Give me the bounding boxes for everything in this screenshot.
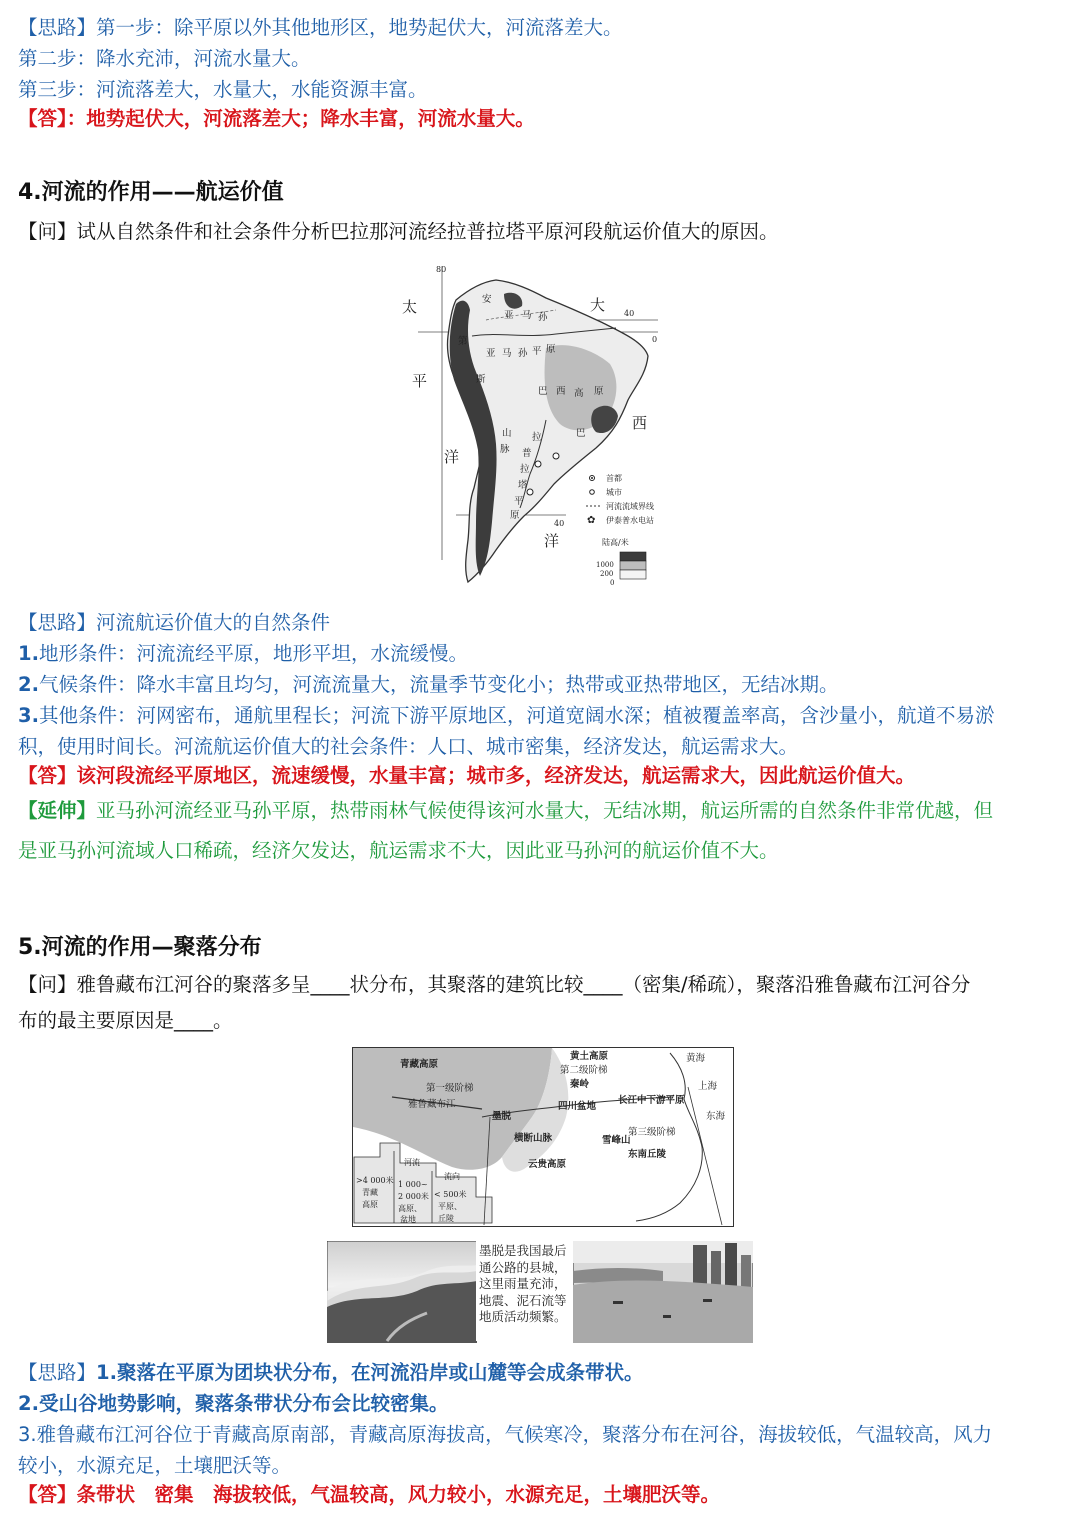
profile-river: 河流 — [404, 1158, 420, 1167]
profile-qz: 青藏 — [362, 1188, 378, 1197]
region-char: 巴 — [576, 428, 586, 439]
motuo-valley-photo — [327, 1241, 477, 1343]
point-number: 3. — [18, 704, 39, 727]
profile-500: < 500米 — [434, 1190, 467, 1199]
sec5-silu-line2: 2.受山谷地势影响，聚落条带状分布会比较密集。 — [18, 1392, 449, 1415]
label-donghai: 东海 — [706, 1111, 726, 1122]
city-marker — [535, 461, 541, 467]
sec3-silu-line3: 第三步：河流落差大，水量大，水能资源丰富。 — [18, 78, 428, 101]
sec4-point3 — [18, 701, 1058, 731]
label-yangtze-plain: 长江中下游平原 — [618, 1095, 685, 1106]
legend-city-symbol — [590, 490, 595, 495]
map-label-40-top: 40 — [624, 309, 635, 318]
region-char: 亚 — [486, 348, 496, 359]
region-char: 斯 — [476, 374, 486, 385]
legend-elev-title: 陆高/米 — [602, 538, 629, 547]
map-label-tai: 太 — [402, 298, 418, 316]
label-huangtu: 黄土高原 — [570, 1051, 609, 1062]
label-step3: 第三级阶梯 — [628, 1127, 676, 1138]
region-char: 西 — [556, 386, 566, 397]
map-legend — [586, 473, 654, 587]
silu-text: 1.聚落在平原为团块状分布，在河流沿岸或山麓等会成条带状。 — [96, 1361, 644, 1384]
point-number: 2. — [18, 673, 39, 696]
sec5-silu-line3-cont: 较小，水源充足，土壤肥沃等。 — [18, 1454, 292, 1477]
map-label-0: 0 — [652, 335, 658, 344]
sec5-silu-line3: 3.雅鲁藏布江河谷位于青藏高原南部，青藏高原海拔高，气候寒冷，聚落分布在河谷，海拔较低，气温较高，风力 — [18, 1423, 993, 1446]
legend-elev-0: 0 — [610, 579, 615, 587]
sec4-point1 — [18, 639, 1058, 669]
map-label-xi: 西 — [632, 414, 648, 432]
photo-building — [725, 1243, 737, 1287]
sec3-answer: 【答】：地势起伏大，河流落差大；降水丰富，河流水量大。 — [18, 107, 535, 130]
label-huanghai: 黄海 — [686, 1053, 706, 1064]
legend-elev-200: 200 — [600, 570, 614, 578]
sec3-silu-line2: 第二步：降水充沛，河流水量大。 — [18, 47, 311, 70]
sec5-title: 5.河流的作用—聚落分布 — [18, 935, 262, 960]
label-qinling: 秦岭 — [570, 1079, 590, 1090]
region-char: 原 — [546, 344, 556, 355]
legend-capital-dot — [591, 477, 593, 479]
profile-gaoyuan: 高原、 — [398, 1204, 422, 1213]
profile-pingyuan: 平原、 — [438, 1202, 462, 1211]
label-step1: 第一级阶梯 — [426, 1083, 474, 1094]
label-sichuan: 四川盆地 — [558, 1101, 597, 1112]
map-label-ping: 平 — [412, 372, 428, 390]
sec5-silu-line1 — [18, 1358, 1058, 1388]
silu-tag: 【思路】 — [18, 1361, 97, 1384]
region-char: 原 — [594, 386, 604, 397]
profile-gy: 高原 — [362, 1200, 378, 1209]
label-qingzang: 青藏高原 — [400, 1059, 439, 1070]
point-text: 其他条件：河网密布，通航里程长；河流下游平原地区，河道宽阔水深；植被覆盖率高，含沙量小，航道不易淤 — [38, 704, 995, 727]
profile-flow: 流向 — [444, 1172, 460, 1181]
sec4-silu: 【思路】河流航运价值大的自然条件 — [18, 611, 331, 634]
photo-building — [741, 1255, 751, 1287]
region-char: 塔 — [518, 480, 528, 491]
motuo-caption: 墨脱是我国最后通公路的县城，这里雨量充沛，地震、泥石流等地质活动频繁。 — [476, 1241, 570, 1341]
photo-river — [573, 1281, 753, 1343]
region-char: 亚 — [504, 310, 514, 321]
silu-text: 第一步：除平原以外其他地形区，地势起伏大，河流落差大。 — [96, 16, 623, 39]
region-char: 孙 — [538, 312, 548, 323]
extension-text: 亚马孙河流经亚马孙平原，热带雨林气候使得该河水量大，无结冰期，航运所需的自然条件非常优越，但 — [96, 799, 994, 822]
region-char: 平 — [514, 496, 524, 507]
photo-building — [711, 1251, 721, 1285]
sec4-point3-cont: 积，使用时间长。河流航运价值大的社会条件：人口、城市密集，经济发达，航运需求大。 — [18, 735, 799, 758]
profile-1000: 1 000~ — [398, 1180, 428, 1189]
region-char: 平 — [532, 346, 542, 357]
region-char: 拉 — [532, 432, 542, 443]
photo-boat — [703, 1299, 712, 1302]
label-xuefeng: 雪峰山 — [602, 1135, 631, 1146]
legend-boundary: 河流流域界线 — [606, 502, 654, 511]
map-label-yang-left: 洋 — [444, 448, 460, 466]
shanghai-river-photo — [573, 1241, 753, 1343]
map-label-yang-right: 洋 — [544, 532, 560, 550]
map-label-da: 大 — [590, 296, 606, 314]
label-shanghai: 上海 — [698, 1081, 718, 1092]
region-char: 山 — [502, 428, 512, 439]
photo-boat — [663, 1315, 671, 1318]
legend-elev-high — [620, 552, 646, 561]
label-motuo: 墨脱 — [492, 1111, 512, 1122]
label-dongnan: 东南丘陵 — [628, 1149, 667, 1160]
photo-building — [693, 1245, 707, 1285]
region-char: 巴 — [538, 386, 548, 397]
profile-2000: 2 000米 — [398, 1192, 429, 1201]
legend-elev-1000: 1000 — [596, 561, 614, 569]
legend-capital: 首都 — [606, 474, 622, 483]
region-char: 脉 — [500, 444, 510, 455]
sec4-answer: 【答】该河段流经平原地区，流速缓慢，水量丰富；城市多，经济发达，航运需求大，因此航运价值大。 — [18, 764, 916, 787]
capital-marker — [527, 489, 533, 495]
map-label-40-bottom: 40 — [554, 519, 565, 528]
label-yungui: 云贵高原 — [528, 1159, 567, 1170]
point-text: 气候条件：降水丰富且均匀，河流流量大，流量季节变化小；热带或亚热带地区，无结冰期。 — [38, 673, 839, 696]
label-yarlung: 雅鲁藏布江 — [408, 1099, 456, 1110]
point-text: 地形条件：河流流经平原，地形平坦，水流缓慢。 — [38, 642, 468, 665]
sec4-extension — [18, 796, 1058, 826]
extension-tag: 【延伸】 — [18, 799, 97, 822]
region-char: 马 — [502, 348, 512, 359]
profile-pendi: 盆地 — [400, 1215, 416, 1224]
photo-boat — [613, 1301, 623, 1304]
profile-qiuling: 丘陵 — [438, 1214, 454, 1223]
sec4-title: 4.河流的作用——航运价值 — [18, 180, 284, 205]
region-char: 拉 — [520, 464, 530, 475]
sec4-question: 【问】试从自然条件和社会条件分析巴拉那河流经拉普拉塔平原河段航运价值大的原因。 — [18, 220, 779, 243]
sec5-question-cont: 布的最主要原因是____。 — [18, 1009, 233, 1032]
china-terrain-map — [352, 1047, 734, 1227]
map-label-80: 80 — [436, 265, 447, 274]
profile-4000: >4 000米 — [356, 1176, 394, 1185]
point-number: 1. — [18, 642, 39, 665]
silu-tag: 【思路】 — [18, 16, 97, 39]
city-marker — [553, 453, 559, 459]
sec3-silu-line1 — [18, 13, 1058, 43]
label-hengduan: 横断山脉 — [514, 1133, 553, 1144]
sec5-question: 【问】雅鲁藏布江河谷的聚落多呈____状分布，其聚落的建筑比较____（密集/稀疏），聚落沿雅鲁藏布江河谷分 — [18, 973, 971, 996]
region-char: 原 — [510, 510, 520, 521]
legend-dam: 伊泰普水电站 — [606, 516, 654, 525]
region-char: 孙 — [518, 348, 528, 359]
label-step2: 第二级阶梯 — [560, 1065, 608, 1076]
region-char: 安 — [482, 294, 492, 305]
sec5-answer: 【答】条带状 密集 海拔较低，气温较高，风力较小，水源充足，土壤肥沃等。 — [18, 1483, 721, 1506]
south-america-map — [396, 260, 686, 595]
region-char: 普 — [522, 448, 532, 459]
sec4-point2 — [18, 670, 1058, 700]
legend-elev-low — [620, 570, 646, 579]
legend-elev-mid — [620, 561, 646, 570]
sec4-extension-cont: 是亚马孙河流域人口稀疏，经济欠发达，航运需求不大，因此亚马孙河的航运价值不大。 — [18, 839, 779, 862]
legend-dam-symbol: ✿ — [587, 515, 596, 526]
region-char: 高 — [574, 388, 584, 399]
region-char: 第 — [458, 336, 468, 347]
legend-city: 城市 — [606, 488, 622, 497]
region-char: 马 — [522, 310, 532, 321]
